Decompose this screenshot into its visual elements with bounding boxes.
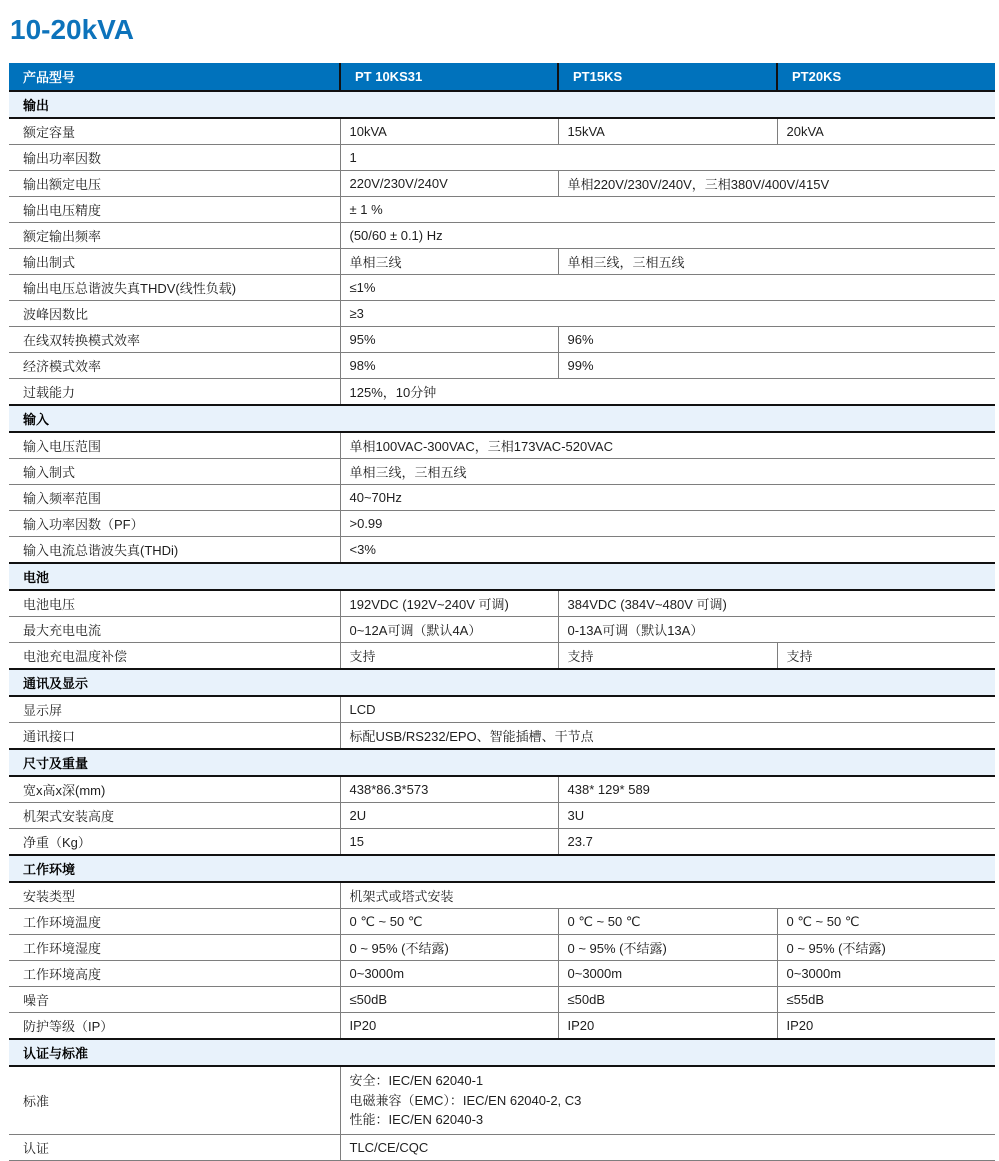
spec-row bbox=[9, 987, 995, 1013]
spec-value: <3% bbox=[340, 537, 995, 564]
section-title: 输出 bbox=[9, 91, 995, 118]
spec-value: 0~3000m bbox=[777, 961, 995, 987]
spec-row bbox=[9, 882, 995, 909]
spec-value: IP20 bbox=[558, 1013, 777, 1040]
spec-label: 输入电压范围 bbox=[9, 432, 340, 459]
spec-label: 输出电压精度 bbox=[9, 197, 340, 223]
spec-label: 经济模式效率 bbox=[9, 353, 340, 379]
spec-value: ≤1% bbox=[340, 275, 995, 301]
spec-value: TLC/CE/CQC bbox=[340, 1134, 995, 1160]
spec-value: ≥3 bbox=[340, 301, 995, 327]
spec-value: ≤50dB bbox=[340, 987, 558, 1013]
spec-label: 输入制式 bbox=[9, 459, 340, 485]
spec-value: 单相三线，三相五线 bbox=[340, 459, 995, 485]
spec-value: (50/60 ± 0.1) Hz bbox=[340, 223, 995, 249]
spec-label: 输入电流总谐波失真(THDi) bbox=[9, 537, 340, 564]
spec-value: 438*86.3*573 bbox=[340, 776, 558, 803]
section-row bbox=[9, 405, 995, 432]
spec-value: >0.99 bbox=[340, 511, 995, 537]
spec-value: 支持 bbox=[340, 643, 558, 670]
spec-row bbox=[9, 432, 995, 459]
spec-row bbox=[9, 275, 995, 301]
spec-table bbox=[9, 63, 995, 1161]
spec-label: 净重（Kg） bbox=[9, 829, 340, 856]
spec-value: 220V/230V/240V bbox=[340, 171, 558, 197]
spec-value: 0-13A可调（默认13A） bbox=[558, 617, 995, 643]
section-row bbox=[9, 91, 995, 118]
spec-row bbox=[9, 353, 995, 379]
spec-value: 单相100VAC-300VAC，三相173VAC-520VAC bbox=[340, 432, 995, 459]
spec-value: 438* 129* 589 bbox=[558, 776, 995, 803]
spec-value: 标配USB/RS232/EPO、智能插槽、干节点 bbox=[340, 723, 995, 750]
spec-row bbox=[9, 301, 995, 327]
spec-label: 标准 bbox=[9, 1066, 340, 1134]
spec-label: 工作环境湿度 bbox=[9, 935, 340, 961]
column-header-model: PT 10KS31 bbox=[340, 63, 558, 91]
spec-value: 2U bbox=[340, 803, 558, 829]
spec-value: 0 ℃ ~ 50 ℃ bbox=[340, 909, 558, 935]
spec-label: 输入功率因数（PF） bbox=[9, 511, 340, 537]
spec-label: 电池电压 bbox=[9, 590, 340, 617]
spec-row bbox=[9, 723, 995, 750]
table-body bbox=[9, 91, 995, 1160]
spec-row bbox=[9, 961, 995, 987]
spec-row bbox=[9, 590, 995, 617]
spec-label: 在线双转换模式效率 bbox=[9, 327, 340, 353]
column-header-model: PT20KS bbox=[777, 63, 995, 91]
spec-value: 单相220V/230V/240V，三相380V/400V/415V bbox=[558, 171, 995, 197]
table-header-row bbox=[9, 63, 995, 91]
section-title: 通讯及显示 bbox=[9, 669, 995, 696]
spec-value-line: 电磁兼容（EMC）：IEC/EN 62040-2, C3 bbox=[349, 1092, 582, 1108]
spec-value: 95% bbox=[340, 327, 558, 353]
spec-value: 192VDC (192V~240V 可调) bbox=[340, 590, 558, 617]
section-row bbox=[9, 1039, 995, 1066]
spec-value: 0~12A可调（默认4A） bbox=[340, 617, 558, 643]
spec-row bbox=[9, 379, 995, 406]
spec-label: 噪音 bbox=[9, 987, 340, 1013]
spec-row bbox=[9, 617, 995, 643]
spec-label: 波峰因数比 bbox=[9, 301, 340, 327]
spec-value: 0 ℃ ~ 50 ℃ bbox=[777, 909, 995, 935]
spec-label: 额定输出频率 bbox=[9, 223, 340, 249]
spec-row bbox=[9, 935, 995, 961]
spec-value: 384VDC (384V~480V 可调) bbox=[558, 590, 995, 617]
spec-value: 96% bbox=[558, 327, 995, 353]
section-row bbox=[9, 749, 995, 776]
spec-value: 3U bbox=[558, 803, 995, 829]
spec-value: 98% bbox=[340, 353, 558, 379]
spec-value: IP20 bbox=[340, 1013, 558, 1040]
spec-value-line: 性能：IEC/EN 62040-3 bbox=[349, 1112, 484, 1127]
section-title: 认证与标准 bbox=[9, 1039, 995, 1066]
spec-label: 输出电压总谐波失真THDV(线性负载) bbox=[9, 275, 340, 301]
spec-value: 1 bbox=[340, 145, 995, 171]
spec-row bbox=[9, 118, 995, 145]
spec-value: 125%，10分钟 bbox=[340, 379, 995, 406]
spec-row bbox=[9, 145, 995, 171]
spec-row bbox=[9, 171, 995, 197]
spec-row bbox=[9, 909, 995, 935]
spec-label: 输出功率因数 bbox=[9, 145, 340, 171]
spec-label: 工作环境温度 bbox=[9, 909, 340, 935]
spec-value: 单相三线，三相五线 bbox=[558, 249, 995, 275]
spec-row bbox=[9, 1134, 995, 1160]
spec-value: LCD bbox=[340, 696, 995, 723]
spec-value: 单相三线 bbox=[340, 249, 558, 275]
spec-label: 最大充电电流 bbox=[9, 617, 340, 643]
spec-label: 额定容量 bbox=[9, 118, 340, 145]
spec-label: 输出制式 bbox=[9, 249, 340, 275]
spec-row bbox=[9, 1013, 995, 1040]
spec-value: 20kVA bbox=[777, 118, 995, 145]
spec-value: 23.7 bbox=[558, 829, 995, 856]
spec-row bbox=[9, 459, 995, 485]
spec-value: 15 bbox=[340, 829, 558, 856]
spec-label: 电池充电温度补偿 bbox=[9, 643, 340, 670]
section-title: 输入 bbox=[9, 405, 995, 432]
spec-value: 机架式或塔式安装 bbox=[340, 882, 995, 909]
spec-row bbox=[9, 249, 995, 275]
section-title: 工作环境 bbox=[9, 855, 995, 882]
spec-row bbox=[9, 829, 995, 856]
spec-value bbox=[340, 1066, 995, 1134]
section-row bbox=[9, 563, 995, 590]
spec-value: 0 ~ 95% (不结露) bbox=[558, 935, 777, 961]
spec-row bbox=[9, 1066, 995, 1134]
column-header-product-model: 产品型号 bbox=[9, 63, 340, 91]
spec-label: 过载能力 bbox=[9, 379, 340, 406]
spec-label: 宽x高x深(mm) bbox=[9, 776, 340, 803]
spec-value: 0~3000m bbox=[558, 961, 777, 987]
spec-value: ± 1 % bbox=[340, 197, 995, 223]
spec-value: 0 ~ 95% (不结露) bbox=[777, 935, 995, 961]
spec-value: ≤55dB bbox=[777, 987, 995, 1013]
section-row bbox=[9, 669, 995, 696]
spec-label: 安装类型 bbox=[9, 882, 340, 909]
section-title: 电池 bbox=[9, 563, 995, 590]
spec-row bbox=[9, 511, 995, 537]
spec-value: 支持 bbox=[558, 643, 777, 670]
spec-value-line: 安全：IEC/EN 62040-1 bbox=[349, 1073, 484, 1088]
spec-value: 15kVA bbox=[558, 118, 777, 145]
spec-row bbox=[9, 643, 995, 670]
spec-row bbox=[9, 537, 995, 564]
section-title: 尺寸及重量 bbox=[9, 749, 995, 776]
section-row bbox=[9, 855, 995, 882]
spec-row bbox=[9, 223, 995, 249]
spec-value: 10kVA bbox=[340, 118, 558, 145]
spec-row bbox=[9, 696, 995, 723]
page-title: 10-20kVA bbox=[10, 14, 135, 45]
spec-value: ≤50dB bbox=[558, 987, 777, 1013]
column-header-model: PT15KS bbox=[558, 63, 777, 91]
spec-value: IP20 bbox=[777, 1013, 995, 1040]
spec-label: 显示屏 bbox=[9, 696, 340, 723]
spec-row bbox=[9, 485, 995, 511]
spec-value: 0 ℃ ~ 50 ℃ bbox=[558, 909, 777, 935]
spec-label: 机架式安装高度 bbox=[9, 803, 340, 829]
spec-row bbox=[9, 327, 995, 353]
spec-value: 支持 bbox=[777, 643, 995, 670]
spec-label: 工作环境高度 bbox=[9, 961, 340, 987]
spec-value: 0 ~ 95% (不结露) bbox=[340, 935, 558, 961]
spec-value: 0~3000m bbox=[340, 961, 558, 987]
spec-label: 通讯接口 bbox=[9, 723, 340, 750]
spec-row bbox=[9, 776, 995, 803]
spec-label: 防护等级（IP） bbox=[9, 1013, 340, 1040]
spec-row bbox=[9, 197, 995, 223]
spec-value: 99% bbox=[558, 353, 995, 379]
spec-label: 输入频率范围 bbox=[9, 485, 340, 511]
spec-row bbox=[9, 803, 995, 829]
spec-value: 40~70Hz bbox=[340, 485, 995, 511]
spec-label: 认证 bbox=[9, 1134, 340, 1160]
spec-label: 输出额定电压 bbox=[9, 171, 340, 197]
